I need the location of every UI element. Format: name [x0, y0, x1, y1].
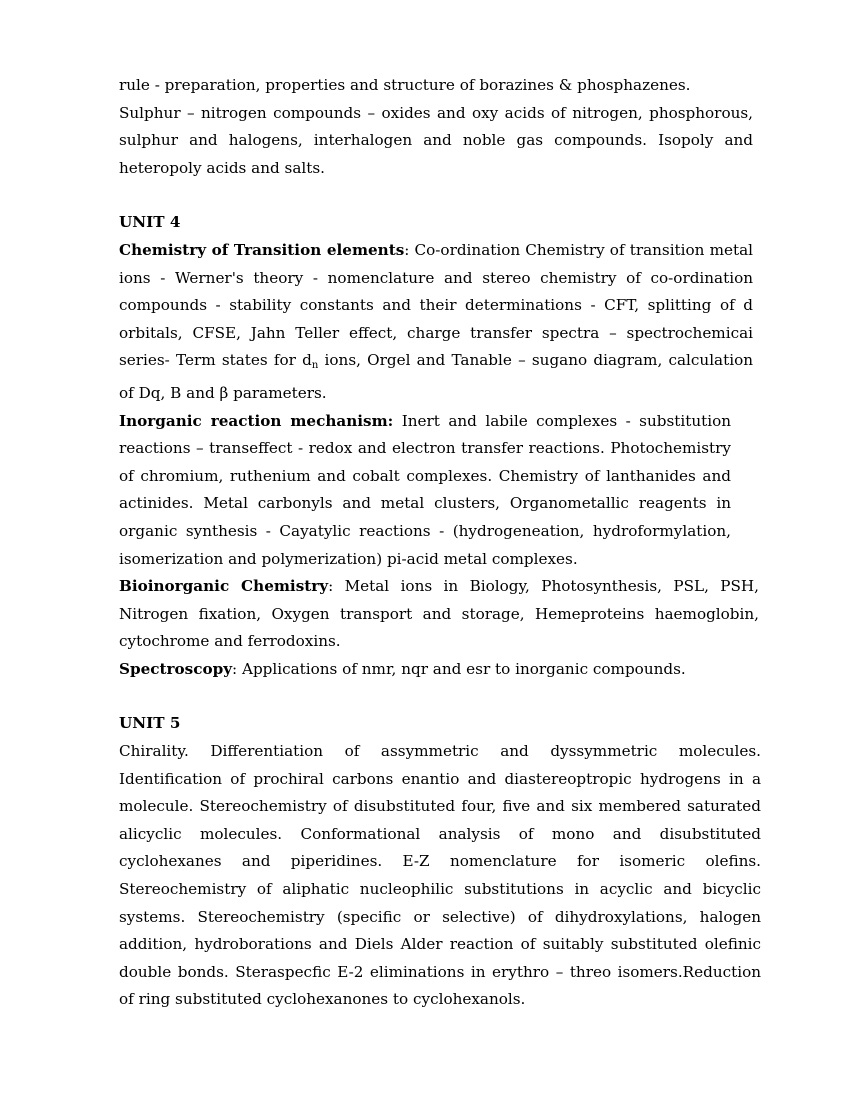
unit-5-heading: UNIT 5 — [119, 714, 181, 733]
transition-elements-term: Chemistry of Transition elements — [119, 240, 405, 259]
transition-elements-text-b: ions, Orgel and Tanable – sugano diagram, calculation of Dq, B and β parameters. — [119, 351, 753, 402]
reaction-mechanism-term: Inorganic reaction mechanism: — [119, 411, 394, 430]
intro-paragraph: Sulphur – nitrogen compounds – oxides and oxy acids of nitrogen, phosphorous, sulphur and halogens, interhalogen and noble gas compounds. Isopoly and heteropoly acids and salts. — [119, 103, 753, 177]
unit-5-paragraph: Chirality. Differentiation of assymmetric and dyssymmetric molecules. Identification of prochiral carbons enantio and diastereoptropic hydrogens in a molecule. Stereochemistry of disubstituted four, five and six membered saturated alicyclic molecules. Conformational analysis of mono and disubstituted cyclohexanes and piperidines. E-Z nomenclature for isomeric olefins. Stereochemistry of aliphatic nucleophilic substitutions in acyclic and bicyclic systems. Stereochemistry (specific or selective) of dihydroxylations, halogen addition, hydroborations and Diels Alder reaction of suitably substituted olefinic double bonds. Steraspecfic E-2 eliminations in erythro – threo isomers.Reduction of ring substituted cyclohexanones to cyclohexanols. — [119, 742, 761, 1009]
reaction-mechanism-text: Inert and labile complexes - substitution reactions – transeffect - redox and electron transfer reactions. Photochemistry of chromium, ruthenium and cobalt complexes. Chemistry of lanthanides and actinides. Metal carbonyls and metal clusters, Organometallic reagents in organic synthesis - Cayatylic reactions - (hydrogeneation, hydroformylation, isomerization and polymerization) pi-acid metal complexes. — [119, 411, 731, 568]
intro-line: rule - preparation, properties and structure of borazines & phosphazenes. — [119, 76, 691, 94]
section-spacer — [119, 683, 753, 710]
spectroscopy-paragraph — [119, 656, 753, 684]
spectroscopy-text: : Applications of nmr, nqr and esr to inorganic compounds. — [232, 659, 686, 678]
transition-elements-paragraph — [119, 237, 753, 408]
transition-elements-subscript: n — [311, 360, 319, 372]
spectroscopy-term: Spectroscopy — [119, 659, 233, 678]
document-page — [119, 72, 761, 1014]
bioinorganic-term: Bioinorganic Chemistry — [119, 577, 329, 596]
bioinorganic-text: : Metal ions in Biology, Photosynthesis, PSL, PSH, Nitrogen fixation, Oxygen transport and storage, Hemeproteins haemoglobin, cytochrome and ferrodoxins. — [119, 577, 759, 651]
unit-4-heading: UNIT 4 — [119, 213, 181, 232]
reaction-mechanism-paragraph — [119, 408, 731, 574]
transition-elements-text-a: : Co-ordination Chemistry of transition metal ions - Werner's theory - nomenclature and stereo chemistry of co-ordination compounds - stability constants and their determinations - CFT, splitting of d orbitals, CFSE, Jahn Teller effect, charge transfer spectra – spectrochemicai series- Term states for d — [119, 240, 753, 370]
section-spacer — [119, 182, 753, 209]
bioinorganic-paragraph — [119, 573, 759, 656]
